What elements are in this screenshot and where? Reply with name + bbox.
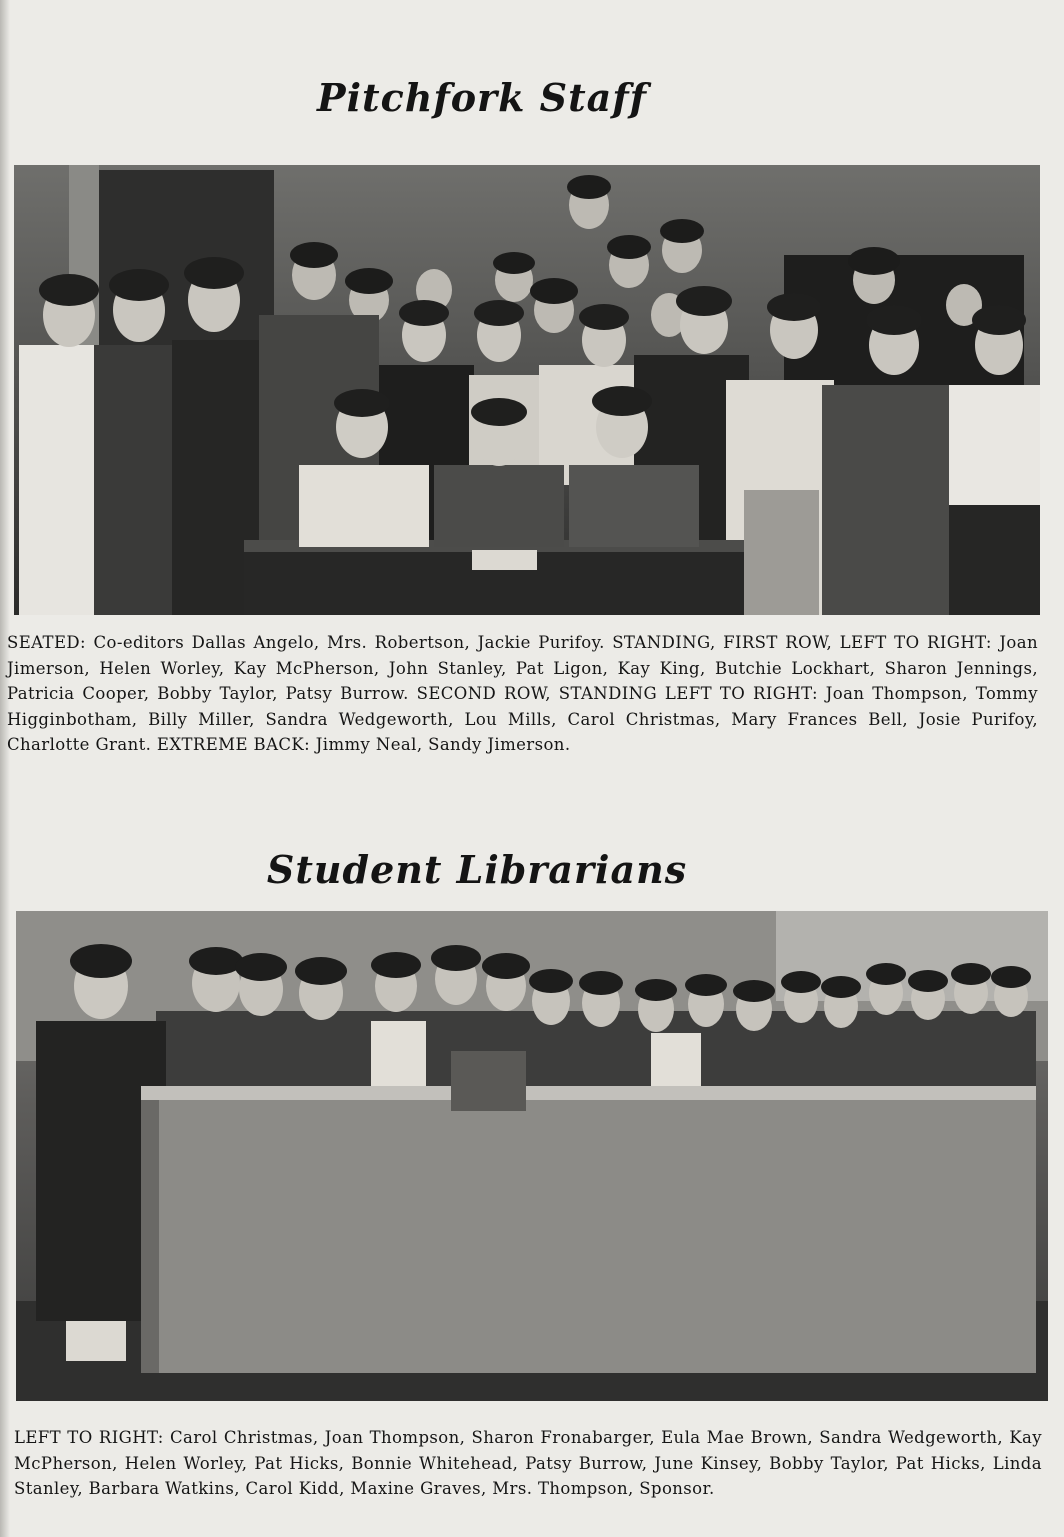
student-librarians-photo-illustration: [16, 911, 1048, 1401]
student-librarians-title: Student Librarians: [266, 847, 688, 893]
student-librarians-caption: LEFT TO RIGHT: Carol Christmas, Joan Thompson, Sharon Fronabarger, Eula Mae Brown, Sandra Wedgeworth, Kay McPherson, Helen Worley, Pat Hicks, Bonnie Whitehead, Patsy Burrow, June Kinsey, Bobby Taylor, Pat Hicks, Linda Stanley, Barbara Watkins, Carol Kidd, Maxine Graves, Mrs. Thompson, Sponsor.: [14, 1428, 1042, 1498]
pitchfork-staff-caption: SEATED: Co-editors Dallas Angelo, Mrs. Robertson, Jackie Purifoy. STANDING, FIRST ROW, LEFT TO RIGHT: Joan Jimerson, Helen Worley, Kay McPherson, John Stanley, Pat Ligon, Kay King, Butchie Lockhart, Sharon Jennings, Patricia Cooper, Bobby Taylor, Patsy Burrow. SECOND ROW, STANDING LEFT TO RIGHT: Joan Thompson, Tommy Higginbotham, Billy Miller, Sandra Wedgeworth, Lou Mills, Carol Christmas, Mary Frances Bell, Josie Purifoy, Charlotte Grant. EXTREME BACK: Jimmy Neal, Sandy Jimerson.: [7, 633, 1038, 754]
page-binding-edge: [0, 0, 10, 1537]
student-librarians-photo: [16, 911, 1048, 1401]
pitchfork-staff-photo: [14, 165, 1040, 615]
pitchfork-staff-title: Pitchfork Staff: [317, 75, 647, 121]
pitchfork-staff-photo-illustration: [14, 165, 1040, 615]
